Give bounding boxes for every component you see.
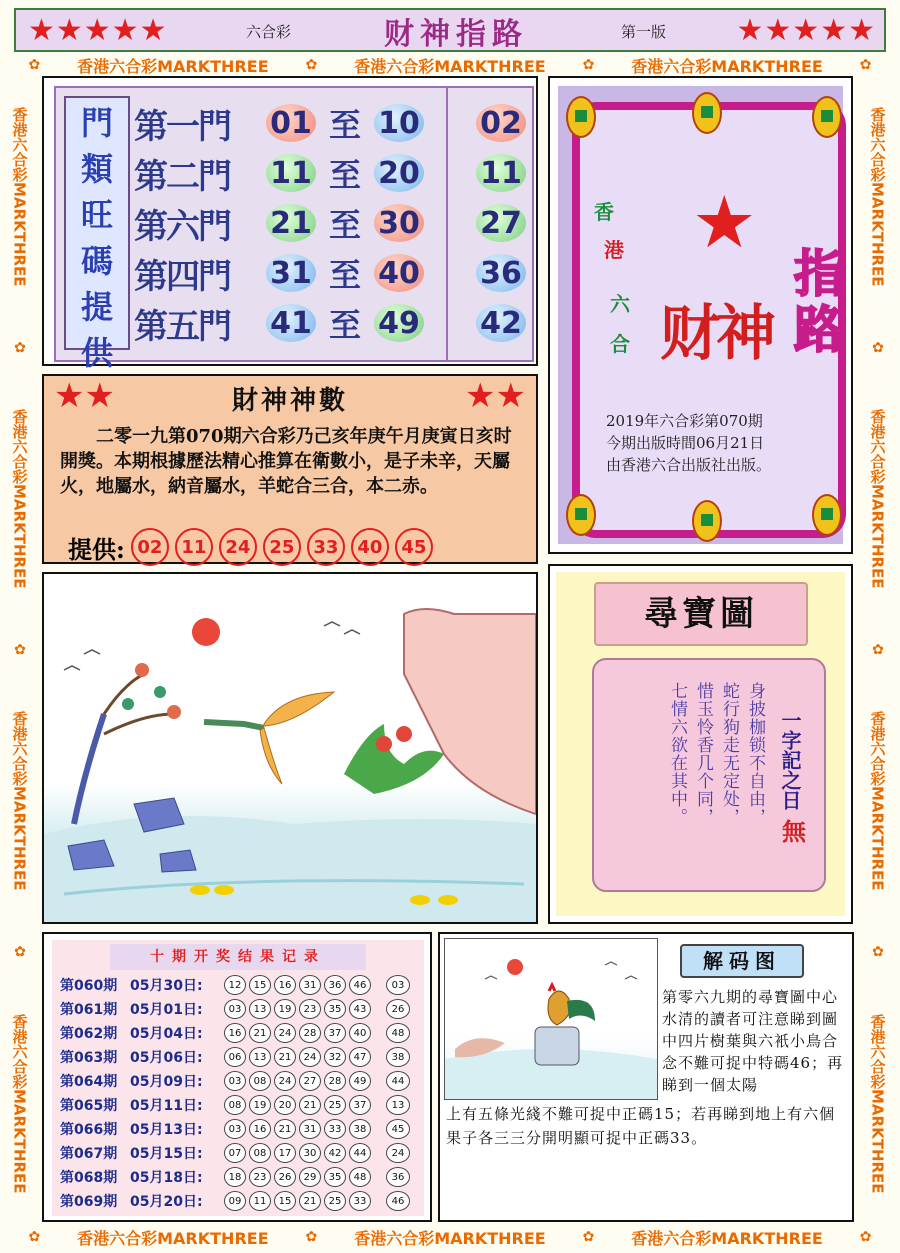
- poem-hint: 一字記之日: [778, 710, 802, 810]
- result-period: 第066期: [60, 1122, 118, 1138]
- border-text: 香港六合彩MARKTHREE: [354, 56, 546, 76]
- clover-icon: ✿: [12, 944, 28, 961]
- result-date: 05月18日:: [130, 1170, 203, 1186]
- header-small-label: 六合彩: [246, 22, 292, 41]
- result-number: 31: [299, 975, 321, 995]
- shenshu-box: [42, 374, 538, 564]
- poem-answer: 無: [782, 817, 806, 846]
- number-circle: 25: [263, 528, 301, 566]
- men-row: 第二門 11 至 20: [134, 150, 444, 196]
- number-circle: 40: [351, 528, 389, 566]
- result-number: 29: [299, 1167, 321, 1187]
- clover-icon: ✿: [859, 1229, 872, 1245]
- result-number: 21: [299, 1095, 321, 1115]
- coin-icon: [692, 92, 722, 134]
- result-number: 16: [274, 975, 296, 995]
- result-number: 11: [249, 1191, 271, 1211]
- number-circle: 33: [307, 528, 345, 566]
- result-special: 45: [386, 1119, 410, 1139]
- result-number: 21: [274, 1119, 296, 1139]
- poster-box: [548, 76, 853, 554]
- men-row: 第五門 41 至 49: [134, 300, 444, 346]
- border-text: 香港六合彩MARKTHREE: [10, 711, 29, 891]
- result-number: 48: [349, 1167, 371, 1187]
- result-row: [60, 1190, 410, 1212]
- shenshu-provide: 提供: 02 11 24 25 33 40 45: [68, 528, 433, 566]
- number-ball: 41: [266, 304, 316, 342]
- men-row: 第一門 01 至 10: [134, 100, 444, 146]
- clover-icon: ✿: [582, 57, 595, 73]
- result-number: 03: [224, 1071, 246, 1091]
- clover-icon: ✿: [28, 1229, 41, 1245]
- result-date: 05月01日:: [130, 1002, 203, 1018]
- result-special: 03: [386, 975, 410, 995]
- border-text: 香港六合彩MARKTHREE: [77, 56, 269, 76]
- result-number: 47: [349, 1047, 371, 1067]
- results-box: [42, 932, 432, 1222]
- result-date: 05月13日:: [130, 1122, 203, 1138]
- result-number: 16: [249, 1119, 271, 1139]
- result-number: 44: [349, 1143, 371, 1163]
- result-number: 08: [249, 1071, 271, 1091]
- clover-icon: ✿: [582, 1229, 595, 1245]
- result-special: 24: [386, 1143, 410, 1163]
- result-date: 05月11日:: [130, 1098, 203, 1114]
- result-row: [60, 998, 410, 1020]
- result-number: 24: [299, 1047, 321, 1067]
- pick-ball: 02: [476, 104, 526, 142]
- result-number: 24: [274, 1071, 296, 1091]
- coin-icon: [812, 96, 842, 138]
- border-bottom: [10, 1226, 890, 1248]
- result-number: 03: [224, 999, 246, 1019]
- treasure-picture: [42, 572, 538, 924]
- clover-icon: ✿: [12, 641, 28, 658]
- landscape-illustration: [44, 574, 536, 922]
- number-ball: 49: [374, 304, 424, 342]
- result-number: 19: [274, 999, 296, 1019]
- result-period: 第063期: [60, 1050, 118, 1066]
- poster-zhilu: 指路: [794, 244, 844, 359]
- decode-text: 第零六九期的尋寶圖中心水清的讀者可注意睇到圖中四片樹葉與六衹小鳥合念不難可捉中特碼46；再睇到一個太陽: [662, 988, 844, 1094]
- border-left: [8, 80, 32, 1220]
- result-number: 08: [249, 1143, 271, 1163]
- result-row: [60, 1070, 410, 1092]
- pick-ball: 36: [476, 254, 526, 292]
- poem-line: 身披枷锁不自由，: [745, 682, 765, 826]
- result-number: 06: [224, 1047, 246, 1067]
- men-row: 第六門 21 至 30: [134, 200, 444, 246]
- number-ball: 10: [374, 104, 424, 142]
- coin-icon: [692, 500, 722, 542]
- star-icons: ★★: [54, 376, 115, 416]
- result-number: 32: [324, 1047, 346, 1067]
- result-row: [60, 974, 410, 996]
- result-special: 48: [386, 1023, 410, 1043]
- result-number: 37: [324, 1023, 346, 1043]
- poster-info: 2019年六合彩第070期: [606, 412, 763, 430]
- result-special: 44: [386, 1071, 410, 1091]
- result-number: 13: [249, 999, 271, 1019]
- result-date: 05月30日:: [130, 978, 203, 994]
- decode-box: [438, 932, 854, 1222]
- result-number: 46: [349, 975, 371, 995]
- result-number: 35: [324, 1167, 346, 1187]
- border-top: [10, 54, 890, 76]
- result-number: 35: [324, 999, 346, 1019]
- result-number: 30: [299, 1143, 321, 1163]
- number-ball: 40: [374, 254, 424, 292]
- number-ball: 31: [266, 254, 316, 292]
- result-row: [60, 1118, 410, 1140]
- decode-text: 上有五條光綫不難可捉中正碼15；若再睇到地上有六個果子各三三分開明顯可捉中正碼33。: [446, 1105, 836, 1147]
- result-number: 20: [274, 1095, 296, 1115]
- border-text: 香港六合彩MARKTHREE: [10, 409, 29, 589]
- header-stars-left: ★★★★★: [28, 13, 168, 48]
- result-row: [60, 1166, 410, 1188]
- result-number: 21: [299, 1191, 321, 1211]
- result-row: [60, 1046, 410, 1068]
- result-number: 12: [224, 975, 246, 995]
- result-number: 03: [224, 1119, 246, 1139]
- border-text: 香港六合彩MARKTHREE: [868, 711, 887, 891]
- clover-icon: ✿: [859, 57, 872, 73]
- result-date: 05月15日:: [130, 1146, 203, 1162]
- result-number: 40: [349, 1023, 371, 1043]
- poster-frame: ★ 香 港 六 合 财神 指路 2019年六合彩第070期 今期出版時間06月21日 由香港六合出版社出版。: [572, 102, 846, 538]
- decode-picture: [444, 938, 658, 1100]
- pick-ball: 27: [476, 204, 526, 242]
- result-number: 33: [349, 1191, 371, 1211]
- result-period: 第068期: [60, 1170, 118, 1186]
- pick-ball: 42: [476, 304, 526, 342]
- header-stars-right: ★★★★★: [736, 13, 876, 48]
- number-ball: 11: [266, 154, 316, 192]
- result-number: 19: [249, 1095, 271, 1115]
- result-special: 26: [386, 999, 410, 1019]
- result-number: 38: [349, 1119, 371, 1139]
- result-date: 05月09日:: [130, 1074, 203, 1090]
- number-ball: 01: [266, 104, 316, 142]
- number-circle: 11: [175, 528, 213, 566]
- result-special: 46: [386, 1191, 410, 1211]
- result-number: 28: [299, 1023, 321, 1043]
- shenshu-body: 二零一九第070期六合彩乃己亥年庚午月庚寅日亥时開獎。本期根據歷法精心推算在衛數小，是子未辛，天屬火，地屬水，納音屬水，羊蛇合三合，本二赤。: [60, 426, 512, 497]
- result-number: 17: [274, 1143, 296, 1163]
- treasure-title: 尋寶圖: [594, 582, 808, 646]
- result-period: 第060期: [60, 978, 118, 994]
- result-number: 21: [249, 1023, 271, 1043]
- result-period: 第065期: [60, 1098, 118, 1114]
- result-date: 05月04日:: [130, 1026, 203, 1042]
- poem-line: 蛇行狗走无定处，: [719, 682, 739, 826]
- men-vertical-label: 門 類 旺 碼 提 供: [64, 96, 130, 350]
- result-number: 25: [324, 1095, 346, 1115]
- border-text: 香港六合彩MARKTHREE: [868, 1013, 887, 1194]
- result-date: 05月20日:: [130, 1194, 203, 1210]
- poem-scroll: [592, 658, 826, 892]
- result-number: 23: [249, 1167, 271, 1187]
- border-text: 香港六合彩MARKTHREE: [631, 1228, 823, 1248]
- result-special: 38: [386, 1047, 410, 1067]
- result-special: 13: [386, 1095, 410, 1115]
- poem-line: 惜玉怜香几个同，: [693, 682, 713, 826]
- result-row: [60, 1142, 410, 1164]
- border-text: 香港六合彩MARKTHREE: [10, 106, 29, 287]
- number-circle: 24: [219, 528, 257, 566]
- coin-icon: [812, 494, 842, 536]
- result-period: 第062期: [60, 1026, 118, 1042]
- result-number: 15: [274, 1191, 296, 1211]
- result-number: 07: [224, 1143, 246, 1163]
- star-icons: ★★: [465, 376, 526, 416]
- poster-big-title: 财神: [660, 299, 772, 369]
- clover-icon: ✿: [28, 57, 41, 73]
- clover-icon: ✿: [870, 339, 886, 356]
- result-number: 09: [224, 1191, 246, 1211]
- border-text: 香港六合彩MARKTHREE: [10, 1013, 29, 1194]
- result-number: 36: [324, 975, 346, 995]
- coin-icon: [566, 96, 596, 138]
- border-right: [866, 80, 890, 1220]
- header-title: 财神指路: [384, 17, 528, 52]
- border-text: 香港六合彩MARKTHREE: [868, 106, 887, 287]
- result-number: 26: [274, 1167, 296, 1187]
- number-circle: 45: [395, 528, 433, 566]
- border-text: 香港六合彩MARKTHREE: [868, 409, 887, 589]
- men-box: [42, 76, 538, 372]
- result-number: 37: [349, 1095, 371, 1115]
- men-row: 第四門 31 至 40: [134, 250, 444, 296]
- border-text: 香港六合彩MARKTHREE: [354, 1228, 546, 1248]
- poem-line: 七情六欲在其中。: [667, 682, 687, 826]
- number-circle: 02: [131, 528, 169, 566]
- result-period: 第064期: [60, 1074, 118, 1090]
- border-text: 香港六合彩MARKTHREE: [631, 56, 823, 76]
- clover-icon: ✿: [12, 339, 28, 356]
- poster-info: 今期出版時間06月21日: [606, 434, 765, 452]
- result-number: 49: [349, 1071, 371, 1091]
- result-number: 23: [299, 999, 321, 1019]
- pick-ball: 11: [476, 154, 526, 192]
- result-date: 05月06日:: [130, 1050, 203, 1066]
- result-number: 15: [249, 975, 271, 995]
- result-period: 第061期: [60, 1002, 118, 1018]
- clover-icon: ✿: [305, 57, 318, 73]
- number-ball: 21: [266, 204, 316, 242]
- shenshu-title: 財神神數: [231, 386, 348, 416]
- result-number: 18: [224, 1167, 246, 1187]
- result-number: 43: [349, 999, 371, 1019]
- result-special: 36: [386, 1167, 410, 1187]
- clover-icon: ✿: [870, 641, 886, 658]
- coin-icon: [566, 494, 596, 536]
- result-number: 42: [324, 1143, 346, 1163]
- result-number: 31: [299, 1119, 321, 1139]
- result-number: 27: [299, 1071, 321, 1091]
- red-star-icon: ★: [692, 180, 757, 264]
- header-edition: 第一版: [620, 22, 666, 41]
- result-row: [60, 1094, 410, 1116]
- result-number: 08: [224, 1095, 246, 1115]
- poster-info: 由香港六合出版社出版。: [606, 456, 772, 474]
- number-ball: 20: [374, 154, 424, 192]
- rooster-illustration: [445, 939, 657, 1099]
- number-ball: 30: [374, 204, 424, 242]
- clover-icon: ✿: [305, 1229, 318, 1245]
- result-number: 28: [324, 1071, 346, 1091]
- clover-icon: ✿: [870, 944, 886, 961]
- result-number: 24: [274, 1023, 296, 1043]
- result-number: 25: [324, 1191, 346, 1211]
- result-period: 第069期: [60, 1194, 118, 1210]
- decode-title: 解码图: [680, 944, 804, 978]
- result-period: 第067期: [60, 1146, 118, 1162]
- result-number: 13: [249, 1047, 271, 1067]
- result-row: [60, 1022, 410, 1044]
- result-number: 33: [324, 1119, 346, 1139]
- treasure-box: [548, 564, 853, 924]
- result-number: 21: [274, 1047, 296, 1067]
- result-number: 16: [224, 1023, 246, 1043]
- border-text: 香港六合彩MARKTHREE: [77, 1228, 269, 1248]
- header-banner: [14, 8, 886, 52]
- results-title: 十期开奖结果记录: [110, 944, 366, 970]
